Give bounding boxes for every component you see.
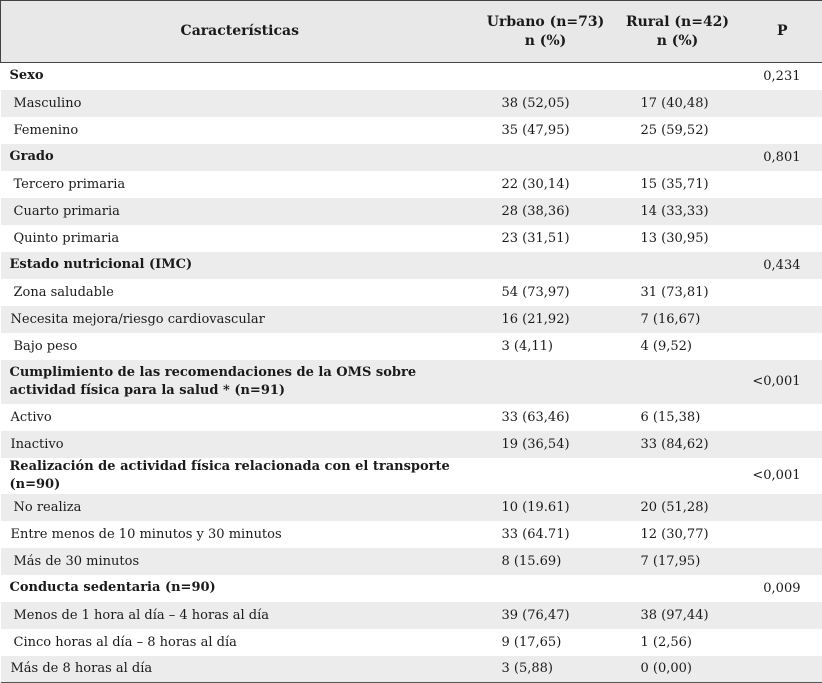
p-value: 0,231 bbox=[743, 63, 822, 90]
rural-value: 25 (59,52) bbox=[613, 117, 743, 144]
section-row-cumplimiento-oms bbox=[1, 360, 822, 404]
header-characteristics: Características bbox=[1, 1, 479, 63]
rural-value bbox=[613, 63, 743, 90]
p-value bbox=[743, 279, 822, 306]
rural-value bbox=[613, 252, 743, 279]
rural-value: 4 (9,52) bbox=[613, 333, 743, 360]
urbano-value: 54 (73,97) bbox=[479, 279, 613, 306]
row-label: Más de 30 minutos bbox=[1, 548, 479, 575]
p-value bbox=[743, 548, 822, 575]
row-label: Quinto primaria bbox=[1, 225, 479, 252]
section-row-estado-nutricional bbox=[1, 252, 822, 279]
section-row-grado bbox=[1, 144, 822, 171]
urbano-value: 10 (19.61) bbox=[479, 494, 613, 521]
urbano-value bbox=[479, 252, 613, 279]
p-value: <0,001 bbox=[743, 458, 822, 494]
urbano-value: 39 (76,47) bbox=[479, 602, 613, 629]
p-value: 0,009 bbox=[743, 575, 822, 602]
row-label: Estado nutricional (IMC) bbox=[1, 252, 479, 279]
p-value bbox=[743, 333, 822, 360]
header-rural bbox=[613, 1, 743, 63]
rural-value: 38 (97,44) bbox=[613, 602, 743, 629]
p-value: 0,434 bbox=[743, 252, 822, 279]
rural-value: 7 (16,67) bbox=[613, 306, 743, 333]
rural-value bbox=[613, 575, 743, 602]
row-label: Entre menos de 10 minutos y 30 minutos bbox=[1, 521, 479, 548]
urbano-value: 8 (15.69) bbox=[479, 548, 613, 575]
urbano-value bbox=[479, 458, 613, 494]
row-label: Bajo peso bbox=[1, 333, 479, 360]
table-row bbox=[1, 333, 822, 360]
row-label: Más de 8 horas al día bbox=[1, 656, 479, 683]
p-value bbox=[743, 494, 822, 521]
table-row bbox=[1, 171, 822, 198]
row-label: Cuarto primaria bbox=[1, 198, 479, 225]
urbano-value: 9 (17,65) bbox=[479, 629, 613, 656]
p-value bbox=[743, 90, 822, 117]
urbano-value bbox=[479, 360, 613, 404]
row-label: Inactivo bbox=[1, 431, 479, 458]
row-label: Masculino bbox=[1, 90, 479, 117]
row-label: Realización de actividad física relacionada con el transporte (n=90) bbox=[1, 458, 479, 494]
row-label: Zona saludable bbox=[1, 279, 479, 306]
rural-value bbox=[613, 360, 743, 404]
rural-value: 6 (15,38) bbox=[613, 404, 743, 431]
rural-value: 12 (30,77) bbox=[613, 521, 743, 548]
table-row bbox=[1, 494, 822, 521]
table-row bbox=[1, 521, 822, 548]
row-label: Tercero primaria bbox=[1, 171, 479, 198]
rural-value bbox=[613, 144, 743, 171]
table-row bbox=[1, 279, 822, 306]
table-row bbox=[1, 629, 822, 656]
section-row-transporte bbox=[1, 458, 822, 494]
row-label: Cinco horas al día – 8 horas al día bbox=[1, 629, 479, 656]
rural-value bbox=[613, 458, 743, 494]
row-label: Conducta sedentaria (n=90) bbox=[1, 575, 479, 602]
urbano-value: 33 (63,46) bbox=[479, 404, 613, 431]
p-value bbox=[743, 171, 822, 198]
table-row bbox=[1, 602, 822, 629]
row-label-text: Cumplimiento de las recomendaciones de la OMS sobre actividad física para la salud * (n=91) bbox=[10, 364, 450, 400]
rural-value: 7 (17,95) bbox=[613, 548, 743, 575]
urbano-value: 19 (36,54) bbox=[479, 431, 613, 458]
row-label: Activo bbox=[1, 404, 479, 431]
rural-value: 14 (33,33) bbox=[613, 198, 743, 225]
urbano-value: 3 (5,88) bbox=[479, 656, 613, 683]
rural-value: 0 (0,00) bbox=[613, 656, 743, 683]
header-rural-unit: n (%) bbox=[613, 32, 743, 51]
table-row bbox=[1, 656, 822, 683]
header-urbano-unit: n (%) bbox=[479, 32, 613, 51]
header-urbano-title: Urbano (n=73) bbox=[479, 13, 613, 32]
table-row bbox=[1, 198, 822, 225]
header-rural-title: Rural (n=42) bbox=[613, 13, 743, 32]
row-label bbox=[1, 360, 479, 404]
table-row bbox=[1, 431, 822, 458]
rural-value: 33 (84,62) bbox=[613, 431, 743, 458]
table-header bbox=[1, 1, 822, 63]
urbano-value: 35 (47,95) bbox=[479, 117, 613, 144]
urbano-value bbox=[479, 63, 613, 90]
p-value bbox=[743, 431, 822, 458]
p-value bbox=[743, 198, 822, 225]
table-row bbox=[1, 404, 822, 431]
urbano-value: 3 (4,11) bbox=[479, 333, 613, 360]
header-p-value: P bbox=[743, 1, 822, 63]
section-row-sexo bbox=[1, 63, 822, 90]
rural-value: 15 (35,71) bbox=[613, 171, 743, 198]
urbano-value bbox=[479, 575, 613, 602]
row-label: Grado bbox=[1, 144, 479, 171]
p-value bbox=[743, 521, 822, 548]
p-value bbox=[743, 602, 822, 629]
urbano-value: 33 (64.71) bbox=[479, 521, 613, 548]
urbano-value: 16 (21,92) bbox=[479, 306, 613, 333]
section-row-conducta-sedentaria bbox=[1, 575, 822, 602]
p-value bbox=[743, 656, 822, 683]
rural-value: 13 (30,95) bbox=[613, 225, 743, 252]
header-urbano bbox=[479, 1, 613, 63]
table-body bbox=[1, 63, 822, 683]
p-value bbox=[743, 117, 822, 144]
p-value: 0,801 bbox=[743, 144, 822, 171]
rural-value: 31 (73,81) bbox=[613, 279, 743, 306]
row-label: Sexo bbox=[1, 63, 479, 90]
row-label: No realiza bbox=[1, 494, 479, 521]
urbano-value: 38 (52,05) bbox=[479, 90, 613, 117]
p-value bbox=[743, 629, 822, 656]
table-row bbox=[1, 225, 822, 252]
header-row bbox=[1, 1, 822, 63]
table-row bbox=[1, 90, 822, 117]
p-value: <0,001 bbox=[743, 360, 822, 404]
rural-value: 17 (40,48) bbox=[613, 90, 743, 117]
table-row bbox=[1, 306, 822, 333]
p-value bbox=[743, 225, 822, 252]
row-label: Femenino bbox=[1, 117, 479, 144]
table-row bbox=[1, 117, 822, 144]
table-row bbox=[1, 548, 822, 575]
urbano-value bbox=[479, 144, 613, 171]
rural-value: 20 (51,28) bbox=[613, 494, 743, 521]
p-value bbox=[743, 404, 822, 431]
rural-value: 1 (2,56) bbox=[613, 629, 743, 656]
urbano-value: 23 (31,51) bbox=[479, 225, 613, 252]
urbano-value: 28 (38,36) bbox=[479, 198, 613, 225]
p-value bbox=[743, 306, 822, 333]
urbano-value: 22 (30,14) bbox=[479, 171, 613, 198]
row-label: Menos de 1 hora al día – 4 horas al día bbox=[1, 602, 479, 629]
row-label: Necesita mejora/riesgo cardiovascular bbox=[1, 306, 479, 333]
